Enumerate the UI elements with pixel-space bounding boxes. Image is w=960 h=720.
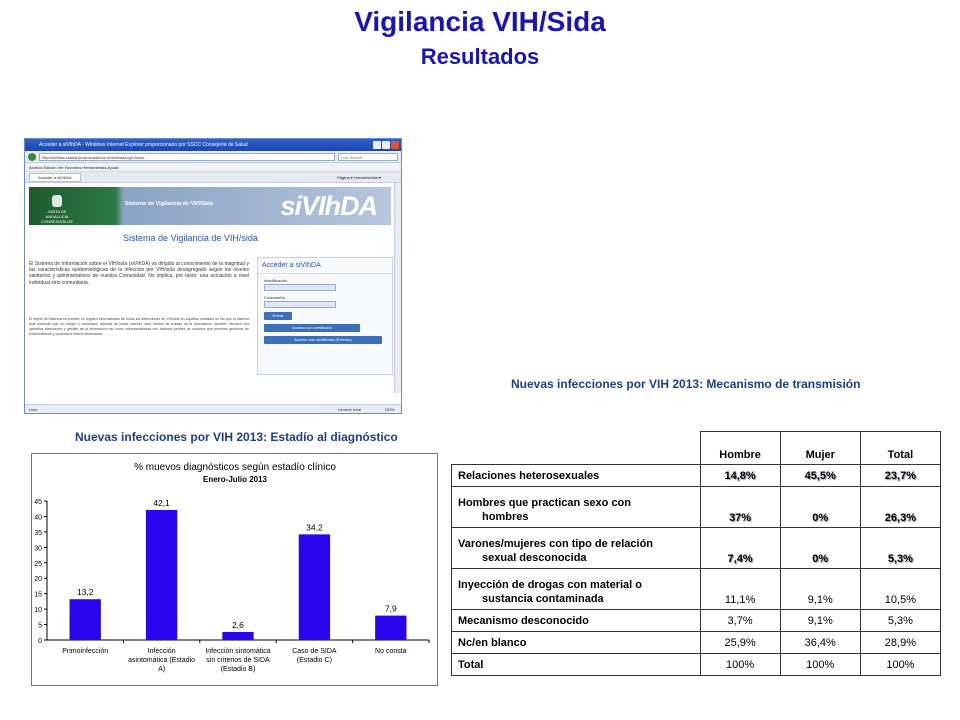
bar [70, 599, 101, 640]
enter-button: Entrar [264, 312, 292, 320]
tab-sivihda: Acceder a siVIhDA [29, 173, 81, 182]
chart-panel [31, 453, 438, 686]
cell-total: 5,3% [860, 610, 940, 632]
category-label: A) [158, 666, 166, 673]
row-label [452, 528, 701, 569]
y-tick-label: 35 [34, 529, 42, 537]
emblem-icon [52, 195, 62, 207]
junta-logo [37, 195, 77, 229]
row-label-line1: Varones/mujeres con tipo de relación [458, 538, 654, 550]
browser-tabs [25, 172, 401, 183]
y-tick-label: 10 [34, 607, 42, 615]
header-total: Total [860, 432, 940, 465]
row-label-line2: hombres [482, 511, 529, 523]
table-row [452, 654, 941, 676]
row-label: Total [452, 654, 701, 676]
y-tick-label: 15 [34, 591, 42, 599]
cell-total: 5,3% [860, 528, 940, 569]
y-tick-label: 0 [38, 638, 42, 645]
user-label: Identificación [264, 278, 288, 283]
row-label [452, 487, 701, 528]
window-title: Acceder a siVIhDA - Windows Internet Explorer proporcionado por SSCC Consejería de Salud [39, 142, 248, 148]
browser-menu: Archivo Edición Ver Favoritos Herramientas Ayuda [25, 163, 401, 172]
row-label-line1: Hombres que practican sexo con [458, 497, 631, 509]
user-input [264, 284, 336, 291]
data-label: 13,2 [76, 587, 94, 598]
category-label: Caso de SIDA [292, 648, 337, 655]
y-tick-label: 20 [34, 576, 42, 584]
table-row [452, 632, 941, 654]
page-heading: Sistema de Vigilancia de VIH/sida [123, 233, 258, 243]
table-row [452, 465, 941, 487]
bar [299, 534, 330, 640]
cell-mujer: 45,5% [780, 465, 860, 487]
status-zoom: 100% [384, 407, 395, 412]
cert-ext-button: Acceso con certificado (Exterior) [264, 336, 382, 344]
banner-system: Sistema de Vigilancia de VIH/Sida [125, 201, 213, 207]
browser-scrollbar [394, 183, 401, 393]
chart-subtitle: Enero-Julio 2013 [202, 475, 268, 484]
address-field: http://sivihda.csalud.junta-andalucia.es/sivihda/login.faces [39, 153, 335, 161]
page-subtitle: Resultados [420, 44, 540, 69]
bar [222, 632, 253, 640]
junta-name: JUNTA DE ANDALUCIA [45, 209, 69, 219]
data-label: 2,6 [232, 619, 244, 630]
maximize-icon [382, 141, 390, 149]
table-row [452, 610, 941, 632]
row-label-line2: sustancia contaminada [482, 593, 604, 605]
category-label: Infección [147, 648, 176, 655]
table-row [452, 528, 941, 569]
y-tick-label: 5 [38, 622, 42, 630]
data-label: 42,1 [153, 497, 170, 508]
row-label [452, 569, 701, 610]
cell-hombre: 100% [700, 654, 780, 676]
pass-label: Contraseña [264, 295, 285, 300]
cell-mujer: 0% [780, 528, 860, 569]
browser-page [25, 183, 401, 393]
table-caption: Nuevas infecciones por VIH 2013: Mecanismo de transmisión [511, 377, 861, 391]
cert-button: Acceso con certificado [264, 324, 360, 332]
table-row [452, 569, 941, 610]
row-label: Nc/en blanco [452, 632, 701, 654]
chart-caption: Nuevas infecciones por VIH 2013: Estadío al diagnóstico [75, 430, 398, 444]
row-label: Mecanismo desconocido [452, 610, 701, 632]
y-tick-label: 45 [34, 499, 42, 506]
cell-hombre: 25,9% [700, 632, 780, 654]
table-header-row [452, 432, 941, 465]
cell-mujer: 9,1% [780, 569, 860, 610]
page-title: Vigilancia VIH/Sida [354, 6, 606, 37]
junta-sub: CONSEJERÍA DE SALUD [40, 219, 73, 229]
category-label: (Estadio C) [296, 657, 332, 664]
close-icon [391, 141, 399, 149]
back-icon [28, 153, 36, 161]
cell-total: 23,7% [860, 465, 940, 487]
category-label: sin criterios de SIDA [206, 657, 270, 664]
y-tick-label: 40 [34, 514, 42, 522]
intro-text: El Sistema de Información sobre el VIH/sida (siVIhDA) va dirigido al conocimiento de la magnitud y las características epidemiológicas de la infección por VIH/sida desagregado según los niveles sanitarios y administrativos de nuestra Comunidad. No implica, por tanto, una actuación a nivel individual sino comunitaria. [29, 261, 249, 286]
category-label: asintomática (Estadio [128, 657, 196, 664]
sivihda-logo: siVIhDA [280, 191, 377, 221]
cell-total: 100% [860, 654, 940, 676]
minimize-icon [373, 141, 381, 149]
bar-chart [32, 454, 439, 687]
sivihda-banner [29, 187, 391, 229]
table-row [452, 487, 941, 528]
browser-screenshot [24, 138, 402, 414]
bar [375, 616, 406, 640]
detail-text: El objeto del sistema es proveer un registro informatizado de todas las detecciones de VIH/sida en aquellas unidades en las que el sistema esté presente que se integre y comunique además de poder obtener unos niveles de estudio de la información, también ofrecerá una operativa eliminación y gestión de la información así como interoperatividad con distintos perfiles de usuarios que permitan gestionar de forma eficiente y productiva toda la información. [29, 317, 249, 336]
row-label: Relaciones heterosexuales [452, 465, 701, 487]
cell-hombre: 3,7% [700, 610, 780, 632]
data-label: 7,9 [384, 603, 397, 614]
cell-total: 28,9% [860, 632, 940, 654]
row-label-line1: Inyección de drogas con material o [458, 579, 642, 591]
data-label: 34,2 [306, 522, 323, 533]
header-mujer: Mujer [780, 432, 860, 465]
cell-mujer: 0% [780, 487, 860, 528]
cell-hombre: 14,8% [700, 465, 780, 487]
status-zone: Intranet local [338, 407, 361, 412]
address-bar [25, 151, 401, 163]
transmission-table [451, 431, 941, 676]
browser-tools: Página ▾ Herramientas ▾ [337, 175, 381, 180]
login-heading: Acceder a siVIhDA [258, 258, 392, 274]
browser-titlebar [25, 139, 401, 151]
cell-total: 26,3% [860, 487, 940, 528]
status-text: Listo [29, 407, 38, 412]
row-label-line2: sexual desconocida [482, 552, 587, 564]
cell-hombre: 37% [700, 487, 780, 528]
category-label: (Estadio B) [220, 666, 256, 673]
y-tick-label: 25 [34, 560, 42, 568]
cell-mujer: 36,4% [780, 632, 860, 654]
cell-hombre: 11,1% [700, 569, 780, 610]
login-panel [257, 257, 393, 375]
category-label: No consta [375, 648, 407, 655]
category-label: Infección sintomática [205, 648, 271, 655]
chart-title: % muevos diagnósticos según estadío clínico [134, 462, 336, 473]
cell-total: 10,5% [860, 569, 940, 610]
cell-hombre: 7,4% [700, 528, 780, 569]
bar [146, 510, 177, 640]
category-label: Primoinfección [62, 648, 109, 655]
cell-mujer: 100% [780, 654, 860, 676]
header-hombre: Hombre [700, 432, 780, 465]
y-tick-label: 30 [34, 545, 42, 553]
search-field: Live Search [338, 153, 398, 161]
status-bar [25, 404, 401, 413]
cell-mujer: 9,1% [780, 610, 860, 632]
pass-input [264, 301, 336, 308]
